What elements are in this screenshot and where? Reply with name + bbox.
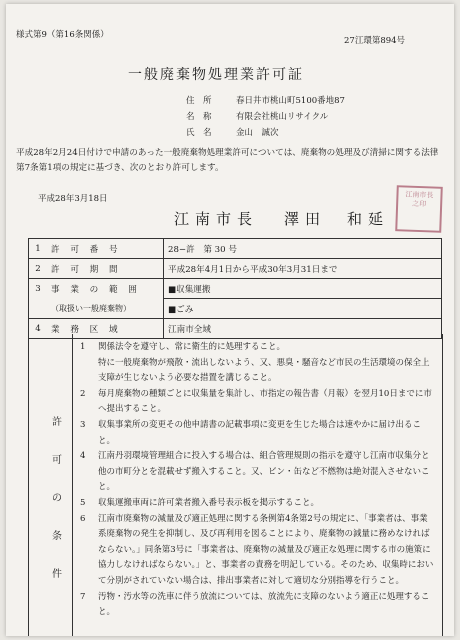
permit-period-value: 平成28年4月1日から平成30年3月31日まで xyxy=(164,259,442,279)
list-item xyxy=(80,356,436,387)
table-row xyxy=(29,319,442,339)
condition-text: 毎月廃棄物の種類ごとに収集量を集計し、市指定の報告書（月報）を翌月10日までに市へ提出すること。 xyxy=(98,388,432,415)
address-label: 住 所 xyxy=(186,96,212,106)
row-label: （取扱い一般廃棄物） xyxy=(47,299,164,319)
row-number xyxy=(29,299,48,319)
permit-document xyxy=(6,4,454,636)
row-number: 1 xyxy=(29,239,48,259)
official-seal xyxy=(395,185,443,233)
condition-number: 7 xyxy=(80,591,86,602)
condition-text: 汚物・汚水等の洗車に伴う放流については、放流先に支障のないよう適正に処理すること。 xyxy=(98,591,430,618)
row-label: 事 業 の 範 囲 xyxy=(47,279,164,299)
permit-table xyxy=(28,238,442,339)
company-name-value: 有限会社桃山リサイクル xyxy=(236,112,329,122)
page-title: 一般廃棄物処理業許可証 xyxy=(128,67,304,83)
table-row xyxy=(29,299,442,319)
form-number: 様式第9（第16条関係） xyxy=(16,30,109,40)
signatory-name: 澤田 和延 xyxy=(284,210,390,228)
document-number: 27江環第894号 xyxy=(344,36,406,46)
issue-date: 平成28年3月18日 xyxy=(38,194,108,204)
table-row xyxy=(29,259,442,279)
company-name-label: 名 称 xyxy=(186,112,212,122)
conditions-list xyxy=(80,340,436,621)
condition-text: 江南市廃棄物の減量及び適正処理に関する条例第4条第2号の規定に、「事業者は、事業系廃棄物の発生を抑制し、及び再利用を図ることにより、廃棄物の減量に務めなければならない。」同条第3号に「事業者は、廃棄物の減量及び適正な処理に関する市の施策に協力しなければならない。」と、事業者の責務を明記している。そのため、収集時において分別がされていない場合は、排出事業者に対して適切な分別指導を行うこと。 xyxy=(98,513,434,586)
person-value: 金山 誠次 xyxy=(236,128,279,138)
row-number: 2 xyxy=(29,259,48,279)
list-item xyxy=(80,340,436,356)
condition-number: 2 xyxy=(80,388,86,399)
business-scope-value: ■収集運搬 xyxy=(164,279,442,299)
list-item xyxy=(80,449,436,496)
conditions-label-char: 件 xyxy=(52,569,62,580)
table-row xyxy=(29,279,442,299)
row-label: 許 可 期 間 xyxy=(47,259,164,279)
row-number: 4 xyxy=(29,319,48,339)
condition-number: 6 xyxy=(80,513,86,524)
waste-type-value: ■ごみ xyxy=(164,299,442,319)
conditions-label-char: 許 xyxy=(52,417,62,428)
conditions-divider xyxy=(72,334,73,636)
condition-number: 1 xyxy=(80,342,86,352)
conditions-border-left xyxy=(28,334,29,636)
body-text: 平成28年2月24日付けで申請のあった一般廃棄物処理業許可については、廃棄物の処理及び清掃に関する法律第7条第1項の規定に基づき、次のとおり許可します。 xyxy=(16,148,439,173)
list-item xyxy=(80,496,436,512)
list-item xyxy=(80,590,436,621)
signatory-title: 江南市長 xyxy=(174,210,259,228)
list-item xyxy=(80,387,436,418)
row-label: 許 可 番 号 xyxy=(47,239,164,259)
condition-text: 特に一般廃棄物が飛散・流出しないよう、又、悪臭・騒音など市民の生活環境の保全上支障が生じないよう必要な措置を講じること。 xyxy=(98,357,430,384)
address-value: 春日井市桃山町5100番地87 xyxy=(236,96,345,106)
service-area-value: 江南市全域 xyxy=(164,319,442,339)
condition-text: 江南丹羽環境管理組合に投入する場合は、組合管理規則の指示を遵守し江南市収集分と他の市町分とを混載せず搬入すること。又、ビン・缶など不燃物は絶対混入させないこと。 xyxy=(98,451,430,493)
conditions-label-char: 可 xyxy=(52,455,62,466)
conditions-label-char: 条 xyxy=(52,531,62,542)
condition-text: 収集事業所の変更その他申請書の記載事項に変更を生じた場合は速やかに届け出ること。 xyxy=(98,419,422,446)
list-item xyxy=(80,418,436,449)
row-number: 3 xyxy=(29,279,48,299)
condition-number: 3 xyxy=(80,419,86,430)
permit-number-value: 28−許 第 30 号 xyxy=(164,239,442,259)
condition-text: 収集運搬車両に許可業者搬入番号表示板を掲示すること。 xyxy=(98,497,320,508)
person-label: 氏 名 xyxy=(186,128,212,138)
condition-number: 5 xyxy=(80,497,86,508)
list-item xyxy=(80,512,436,590)
row-label: 業 務 区 域 xyxy=(47,319,164,339)
table-row xyxy=(29,239,442,259)
conditions-label-char: の xyxy=(52,493,62,504)
conditions-border-right xyxy=(442,334,443,636)
condition-text: 関係法令を遵守し、常に衛生的に処理すること。 xyxy=(98,342,286,352)
condition-number: 4 xyxy=(80,451,86,462)
conditions-label xyxy=(46,404,68,594)
seal-text: 江南市長之印 xyxy=(405,190,434,209)
